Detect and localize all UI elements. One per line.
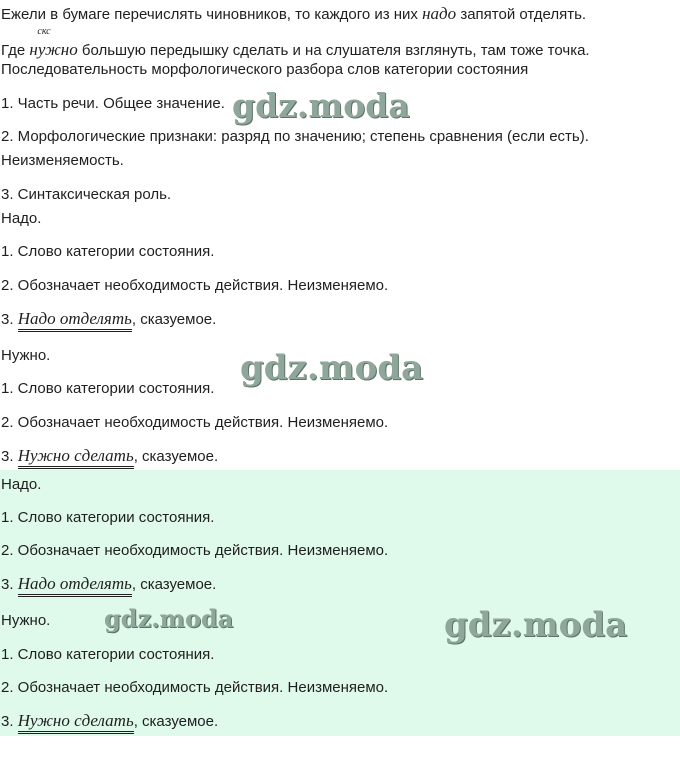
item-number: 3. [1,576,18,593]
block-item-2: 2. Обозначает необходимость действия. Неизменяемо. [1,277,389,294]
scheme-heading: Последовательность морфологического разбора слов категории состояния [1,61,529,78]
watermark: gdz.moda [444,605,628,645]
predicate-phrase: Нужно сделать [18,446,134,469]
italic-word: надо [422,4,457,23]
syntax-mark: скс [37,26,51,37]
block-item-3 [1,574,216,595]
syntax-mark [430,0,443,1]
intro-line-1 [1,4,586,25]
item-number: 3. [1,713,18,730]
predicate-phrase: Нужно сделать [18,711,134,734]
block-item-1: 1. Слово категории состояния. [1,509,215,526]
item-number: 3. [1,311,18,328]
scheme-item-2-cont: Неизменяемость. [1,152,124,169]
block-title: Нужно. [1,347,51,364]
block-item-2: 2. Обозначает необходимость действия. Неизменяемо. [1,414,389,431]
item-text: , сказуемое. [133,713,219,730]
predicate-phrase: Надо отделять [18,574,132,597]
intro-text: Ежели в бумаге перечислять чиновников, то каждого из них [1,6,423,23]
block-item-3 [1,446,218,467]
item-text: , сказуемое. [131,576,217,593]
item-number: 3. [1,448,18,465]
watermark: gdz.moda [104,604,234,633]
item-text: , сказуемое. [133,448,219,465]
block-title: Надо. [1,476,42,493]
marked-word-nuzhno [29,26,78,61]
intro-line-2 [1,26,590,61]
block-item-1: 1. Слово категории состояния. [1,380,215,397]
block-title: Надо. [1,210,42,227]
intro-text: запятой отделять. [456,6,587,23]
scheme-item-2: 2. Морфологические признаки: разряд по значению; степень сравнения (если есть). [1,128,589,145]
italic-word: нужно [29,40,78,59]
intro-text: Где [1,42,30,59]
intro-text: большую передышку сделать и на слушателя взглянуть, там тоже точка. [77,42,590,59]
block-title: Нужно. [1,612,51,629]
block-item-3 [1,309,216,330]
block-item-1: 1. Слово категории состояния. [1,646,215,663]
marked-word-nado [422,4,456,25]
scheme-item-3: 3. Синтаксическая роль. [1,186,172,203]
scheme-item-1: 1. Часть речи. Общее значение. [1,95,225,112]
item-text: , сказуемое. [131,311,217,328]
block-item-2: 2. Обозначает необходимость действия. Неизменяемо. [1,542,389,559]
watermark: gdz.moda [232,86,410,125]
predicate-phrase: Надо отделять [18,309,132,332]
block-item-1: 1. Слово категории состояния. [1,243,215,260]
block-item-2: 2. Обозначает необходимость действия. Неизменяемо. [1,679,389,696]
block-item-3 [1,711,218,732]
watermark: gdz.moda [240,348,424,388]
